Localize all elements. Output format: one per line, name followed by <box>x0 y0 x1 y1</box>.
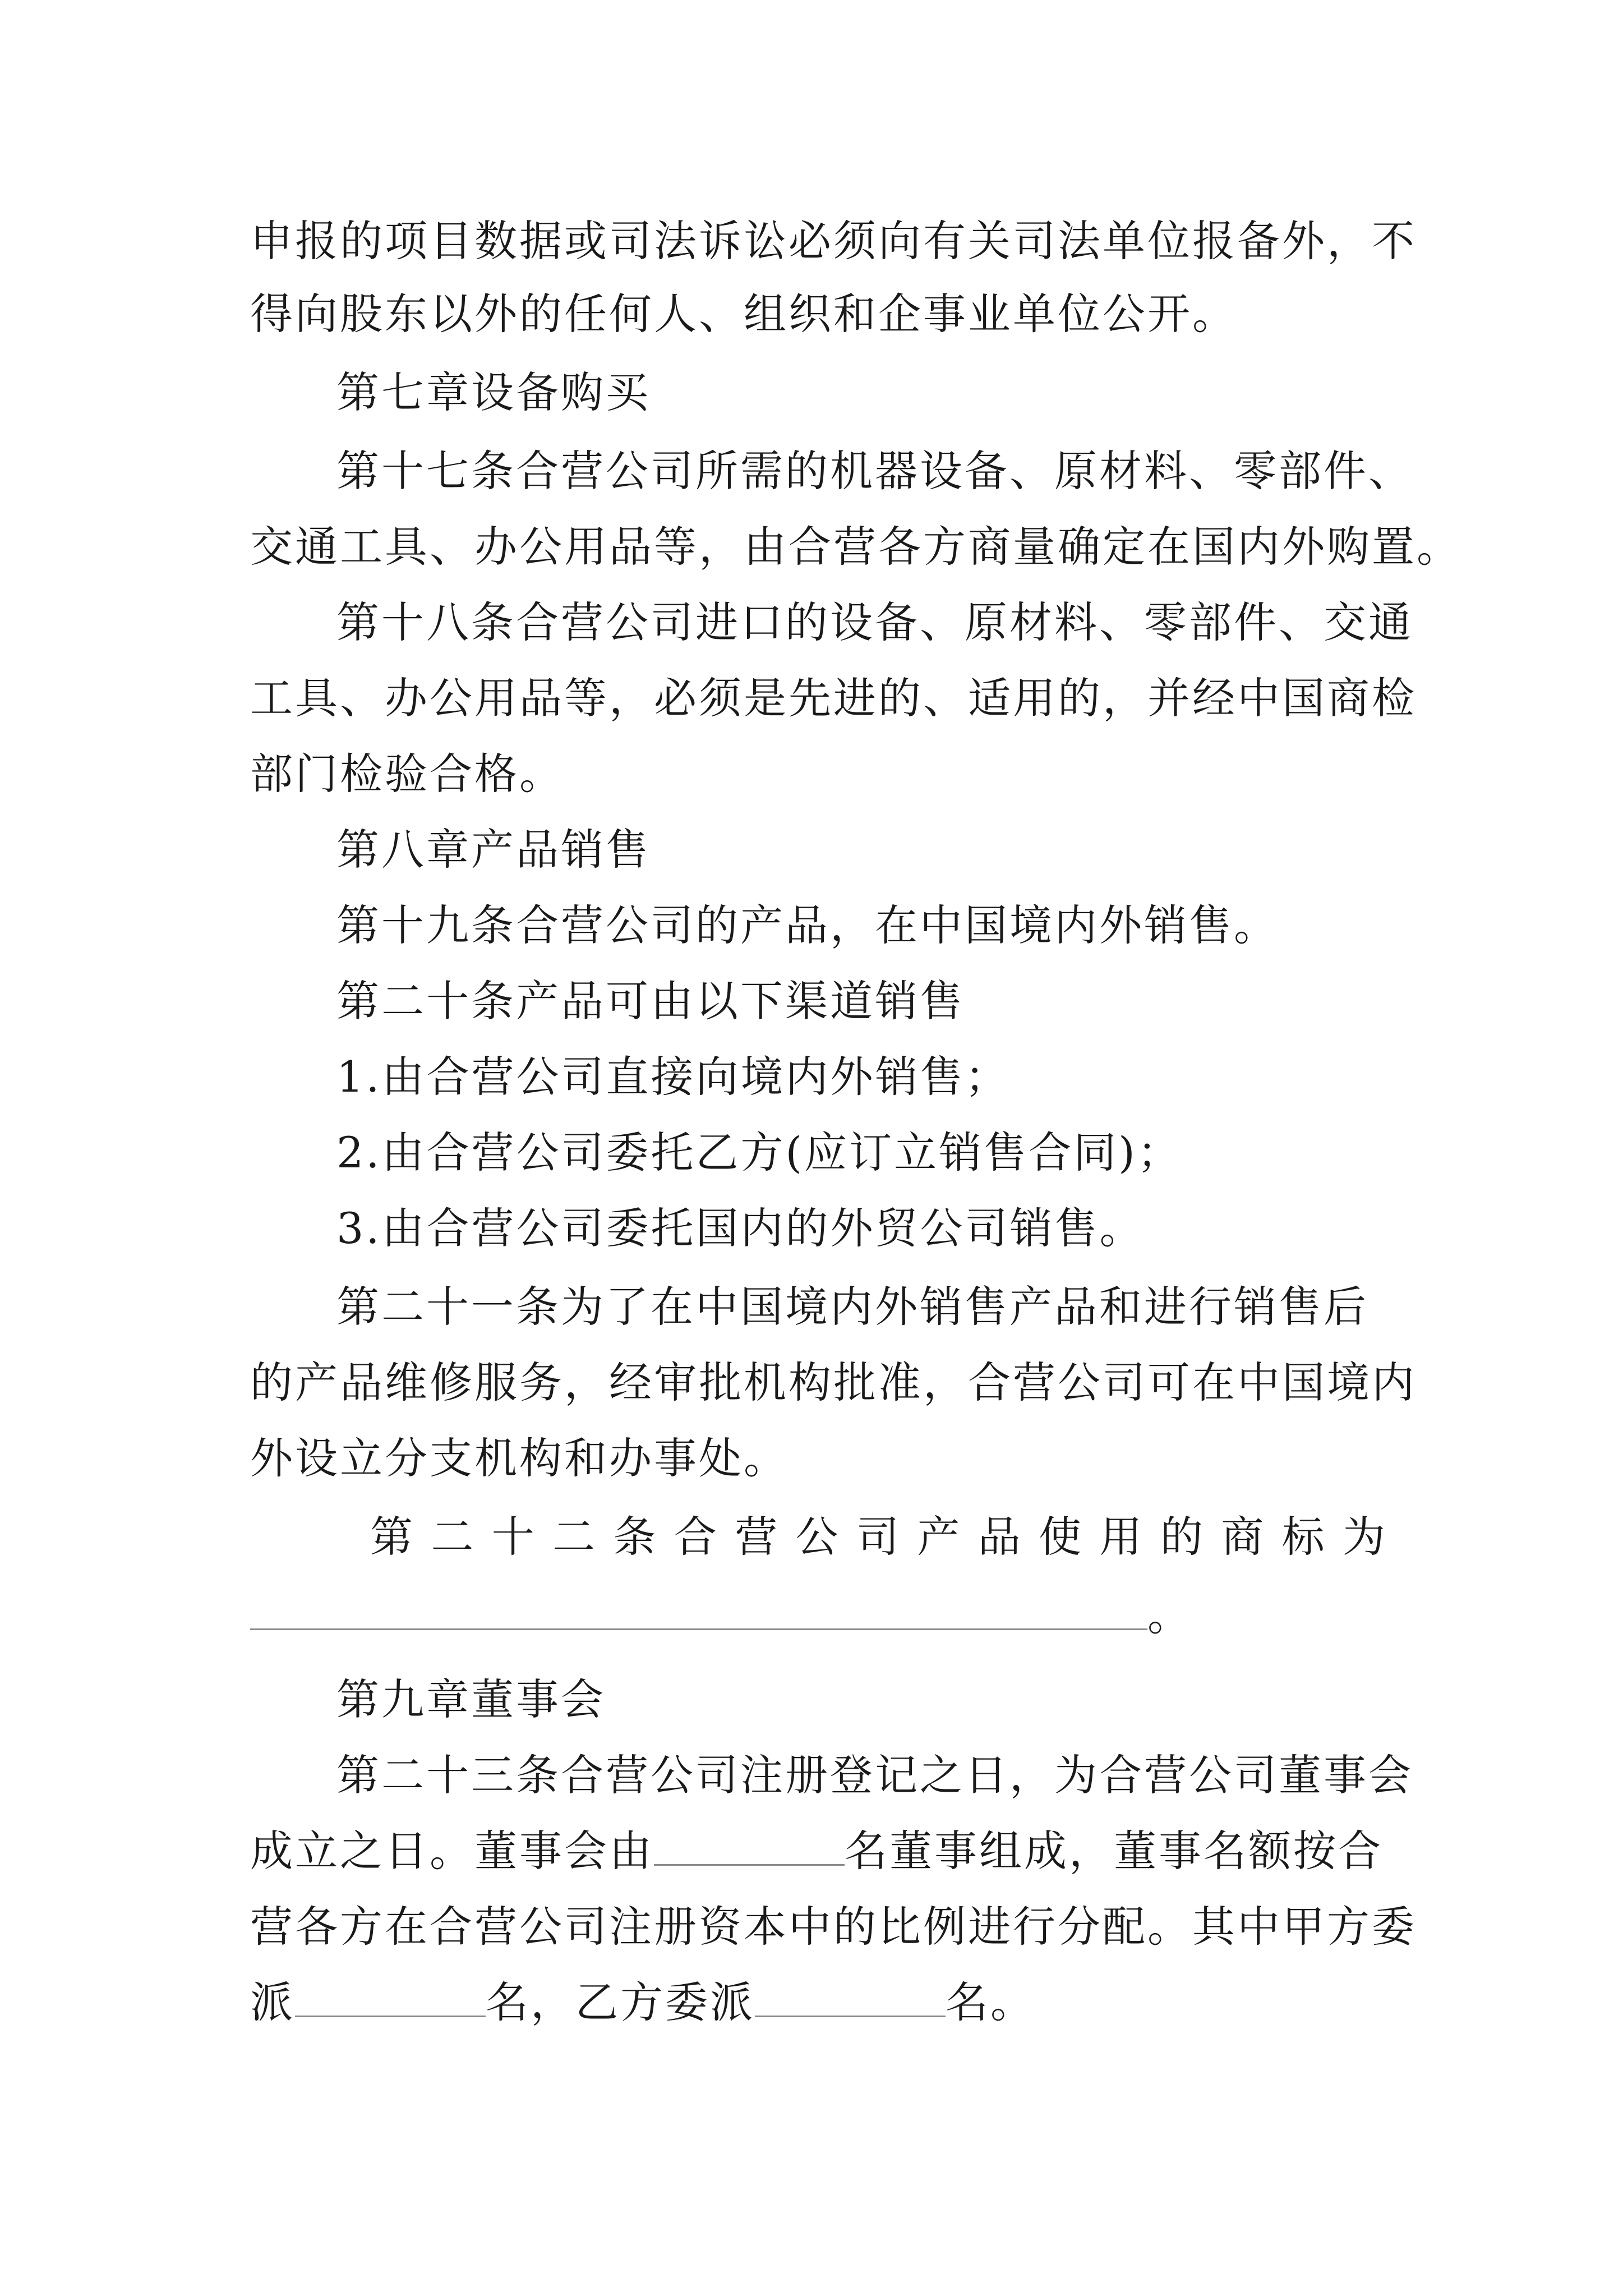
list-item: 1.由合营公司直接向境内外销售； <box>336 1052 1010 1102</box>
paragraph-line: 得向股东以外的任何人、组织和企事业单位公开。 <box>250 289 1237 339</box>
period: 。 <box>1147 1590 1192 1640</box>
fill-in-blank[interactable] <box>250 1589 1147 1630</box>
article-23-line1: 第二十三条合营公司注册登记之日，为合营公司董事会 <box>336 1750 1413 1800</box>
article-21-line3: 外设立分支机构和办事处。 <box>250 1433 789 1483</box>
fill-in-blank[interactable] <box>654 1825 845 1866</box>
chapter-heading: 第七章设备购买 <box>336 367 651 417</box>
article-18-line1: 第十八条合营公司进口的设备、原材料、零部件、交通 <box>336 597 1413 647</box>
article-23-line2 <box>250 1823 1383 1879</box>
article-23-line4 <box>250 1975 1035 2031</box>
article-19: 第十九条合营公司的产品，在中国境内外销售。 <box>336 900 1279 950</box>
fill-in-blank[interactable] <box>295 1976 486 2017</box>
text-run: 成立之日。董事会由 <box>250 1826 654 1876</box>
list-item: 2.由合营公司委托乙方(应订立销售合同)； <box>336 1128 1182 1177</box>
text-run: 派 <box>250 1977 295 2027</box>
article-17-line2: 交通工具、办公用品等，由合营各方商量确定在国内外购置。 <box>250 522 1461 572</box>
article-18-line2: 工具、办公用品等，必须是先进的、适用的，并经中国商检 <box>250 673 1417 723</box>
fill-in-blank[interactable] <box>755 1976 946 2017</box>
article-18-line3: 部门检验合格。 <box>250 749 564 799</box>
article-23-line3: 营各方在合营公司注册资本中的比例进行分配。其中甲方委 <box>250 1902 1417 1952</box>
text-run: 名，乙方委派 <box>486 1977 755 2027</box>
article-21-line1: 第二十一条为了在中国境内外销售产品和进行销售后 <box>336 1282 1368 1332</box>
paragraph-line: 申报的项目数据或司法诉讼必须向有关司法单位报备外，不 <box>250 216 1417 266</box>
chapter-heading: 第八章产品销售 <box>336 825 651 875</box>
article-20: 第二十条产品可由以下渠道销售 <box>336 976 965 1026</box>
article-21-line2: 的产品维修服务，经审批机构批准，合营公司可在中国境内 <box>250 1358 1417 1407</box>
article-22-line1: 第二十二条合营公司产品使用的商标为 <box>370 1512 1385 1562</box>
text-run: 名。 <box>946 1977 1035 2027</box>
chapter-heading: 第九章董事会 <box>336 1674 606 1724</box>
list-item: 3.由合营公司委托国内的外贸公司销售。 <box>336 1203 1145 1253</box>
article-22-line2 <box>250 1588 1192 1644</box>
text-run: 名董事组成，董事名额按合 <box>845 1826 1383 1876</box>
article-17-line1: 第十七条合营公司所需的机器设备、原材料、零部件、 <box>336 446 1413 496</box>
